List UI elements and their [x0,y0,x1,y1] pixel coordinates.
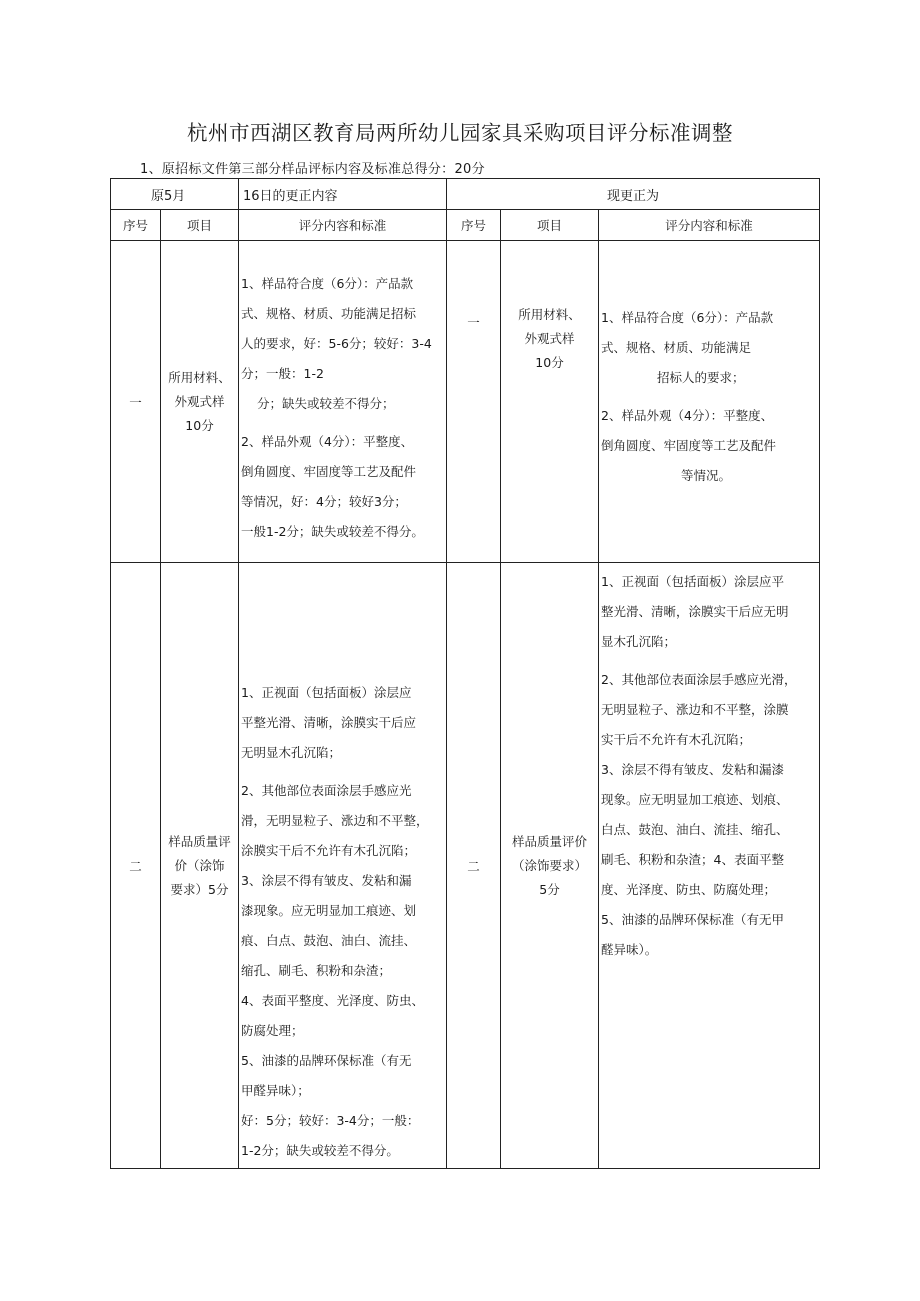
table-row [111,241,820,563]
row-criteria-new: 1、样品符合度（6分）：产品款 式、规格、材质、功能满足 招标人的要求； 2、样品外观（4分）：平整度、 倒角圆度、牢固度等工艺及配件 等情况。 [599,241,820,563]
row-criteria-old: 1、正视面（包括面板）涂层应 平整光滑、清晰，涂膜实干后应 无明显木孔沉陷； 2、其他部位表面涂层手感应光 滑，无明显粒子、涨边和不平整， 涂膜实干后不允许有木孔沉陷； 3、涂层不得有皱皮、发粘和漏 漆现象。应无明显加工痕迹、划 痕、白点、鼓泡、油白、流挂、 缩孔、刷毛、积粉和杂渣； 4、表面平整度、光泽度、防虫、 防腐处理； 5、油漆的品牌环保标准（有无 甲醛异味）； 好：5分；较好：3-4分；一般： 1-2分；缺失或较差不得分。 [239,563,447,1169]
col-header-no-new: 序号 [447,210,501,241]
row-criteria-new: 1、正视面（包括面板）涂层应平 整光滑、清晰，涂膜实干后应无明 显木孔沉陷； 2、其他部位表面涂层手感应光滑， 无明显粒子、涨边和不平整，涂膜 实干后不允许有木孔沉陷； 3、涂层不得有皱皮、发粘和漏漆 现象。应无明显加工痕迹、划痕、 白点、鼓泡、油白、流挂、缩孔、 刷毛、积粉和杂渣；4、表面平整 度、光泽度、防虫、防腐处理； 5、油漆的品牌环保标准（有无甲 醛异味）。 [599,563,820,1169]
row-no-old: 二 [111,563,161,1169]
row-item-new: 样品质量评价 （涂饰要求） 5分 [501,563,599,1169]
col-header-no-old: 序号 [111,210,161,241]
row-item-old: 样品质量评 价（涂饰 要求）5分 [161,563,239,1169]
col-header-item-old: 项目 [161,210,239,241]
col-header-criteria-new: 评分内容和标准 [599,210,820,241]
header-original-b: 16日的更正内容 [239,179,447,210]
header-new: 现更正为 [447,179,820,210]
col-header-item-new: 项目 [501,210,599,241]
header-row-columns [111,210,820,241]
row-item-old: 所用材料、 外观式样 10分 [161,241,239,563]
row-criteria-old: 1、样品符合度（6分）：产品款 式、规格、材质、功能满足招标 人的要求，好：5-6分；较好：3-4 分；一般：1-2 分；缺失或较差不得分； 2、样品外观（4分）：平整度、 倒角圆度、牢固度等工艺及配件 等情况，好：4分；较好3分； 一般1-2分；缺失或较差不得分。 [239,241,447,563]
row-no-new: 二 [447,563,501,1169]
header-original-a: 原5月 [111,179,239,210]
col-header-criteria-old: 评分内容和标准 [239,210,447,241]
table-row [111,563,820,1169]
row-item-new: 所用材料、 外观式样 10分 [501,241,599,563]
section-subtitle: 1、原招标文件第三部分样品评标内容及标准总得分：20分 [140,162,485,177]
row-no-new: 一 [447,241,501,563]
row-no-old: 一 [111,241,161,563]
scoring-table [110,178,820,1169]
document-title: 杭州市西湖区教育局两所幼儿园家具采购项目评分标准调整 [187,121,733,145]
header-row-group [111,179,820,210]
